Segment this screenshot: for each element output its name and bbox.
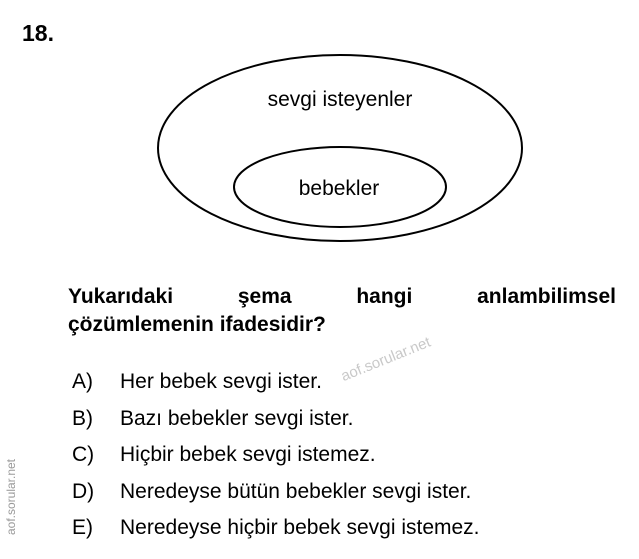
- option-letter: E): [72, 516, 93, 540]
- option-text: Neredeyse bütün bebekler sevgi ister.: [120, 479, 472, 503]
- option-text: Bazı bebekler sevgi ister.: [120, 406, 354, 430]
- question-number: 18.: [22, 20, 54, 46]
- inner-set-label: bebekler: [298, 177, 380, 200]
- outer-set-label: sevgi isteyenler: [267, 88, 413, 111]
- option-letter: C): [72, 443, 95, 467]
- option-c[interactable]: [72, 437, 480, 474]
- option-text: Her bebek sevgi ister.: [120, 370, 322, 394]
- watermark-side: aof.sorular.net: [4, 458, 18, 536]
- question-text: [68, 283, 616, 339]
- question-text-line2: çözümlemenin ifadesidir?: [68, 313, 326, 336]
- answer-options: [72, 364, 480, 547]
- option-letter: A): [72, 370, 93, 394]
- question-text-line1: Yukarıdaki şema hangi anlambilimsel: [68, 285, 616, 308]
- option-e[interactable]: [72, 510, 480, 547]
- option-text: Neredeyse hiçbir bebek sevgi istemez.: [120, 516, 480, 540]
- option-a[interactable]: [72, 364, 480, 401]
- watermark-diagonal: aof.sorular.net: [338, 333, 434, 385]
- option-d[interactable]: [72, 474, 480, 511]
- option-b[interactable]: [72, 401, 480, 438]
- option-text: Hiçbir bebek sevgi istemez.: [120, 443, 376, 467]
- option-letter: B): [72, 406, 93, 430]
- option-letter: D): [72, 479, 95, 503]
